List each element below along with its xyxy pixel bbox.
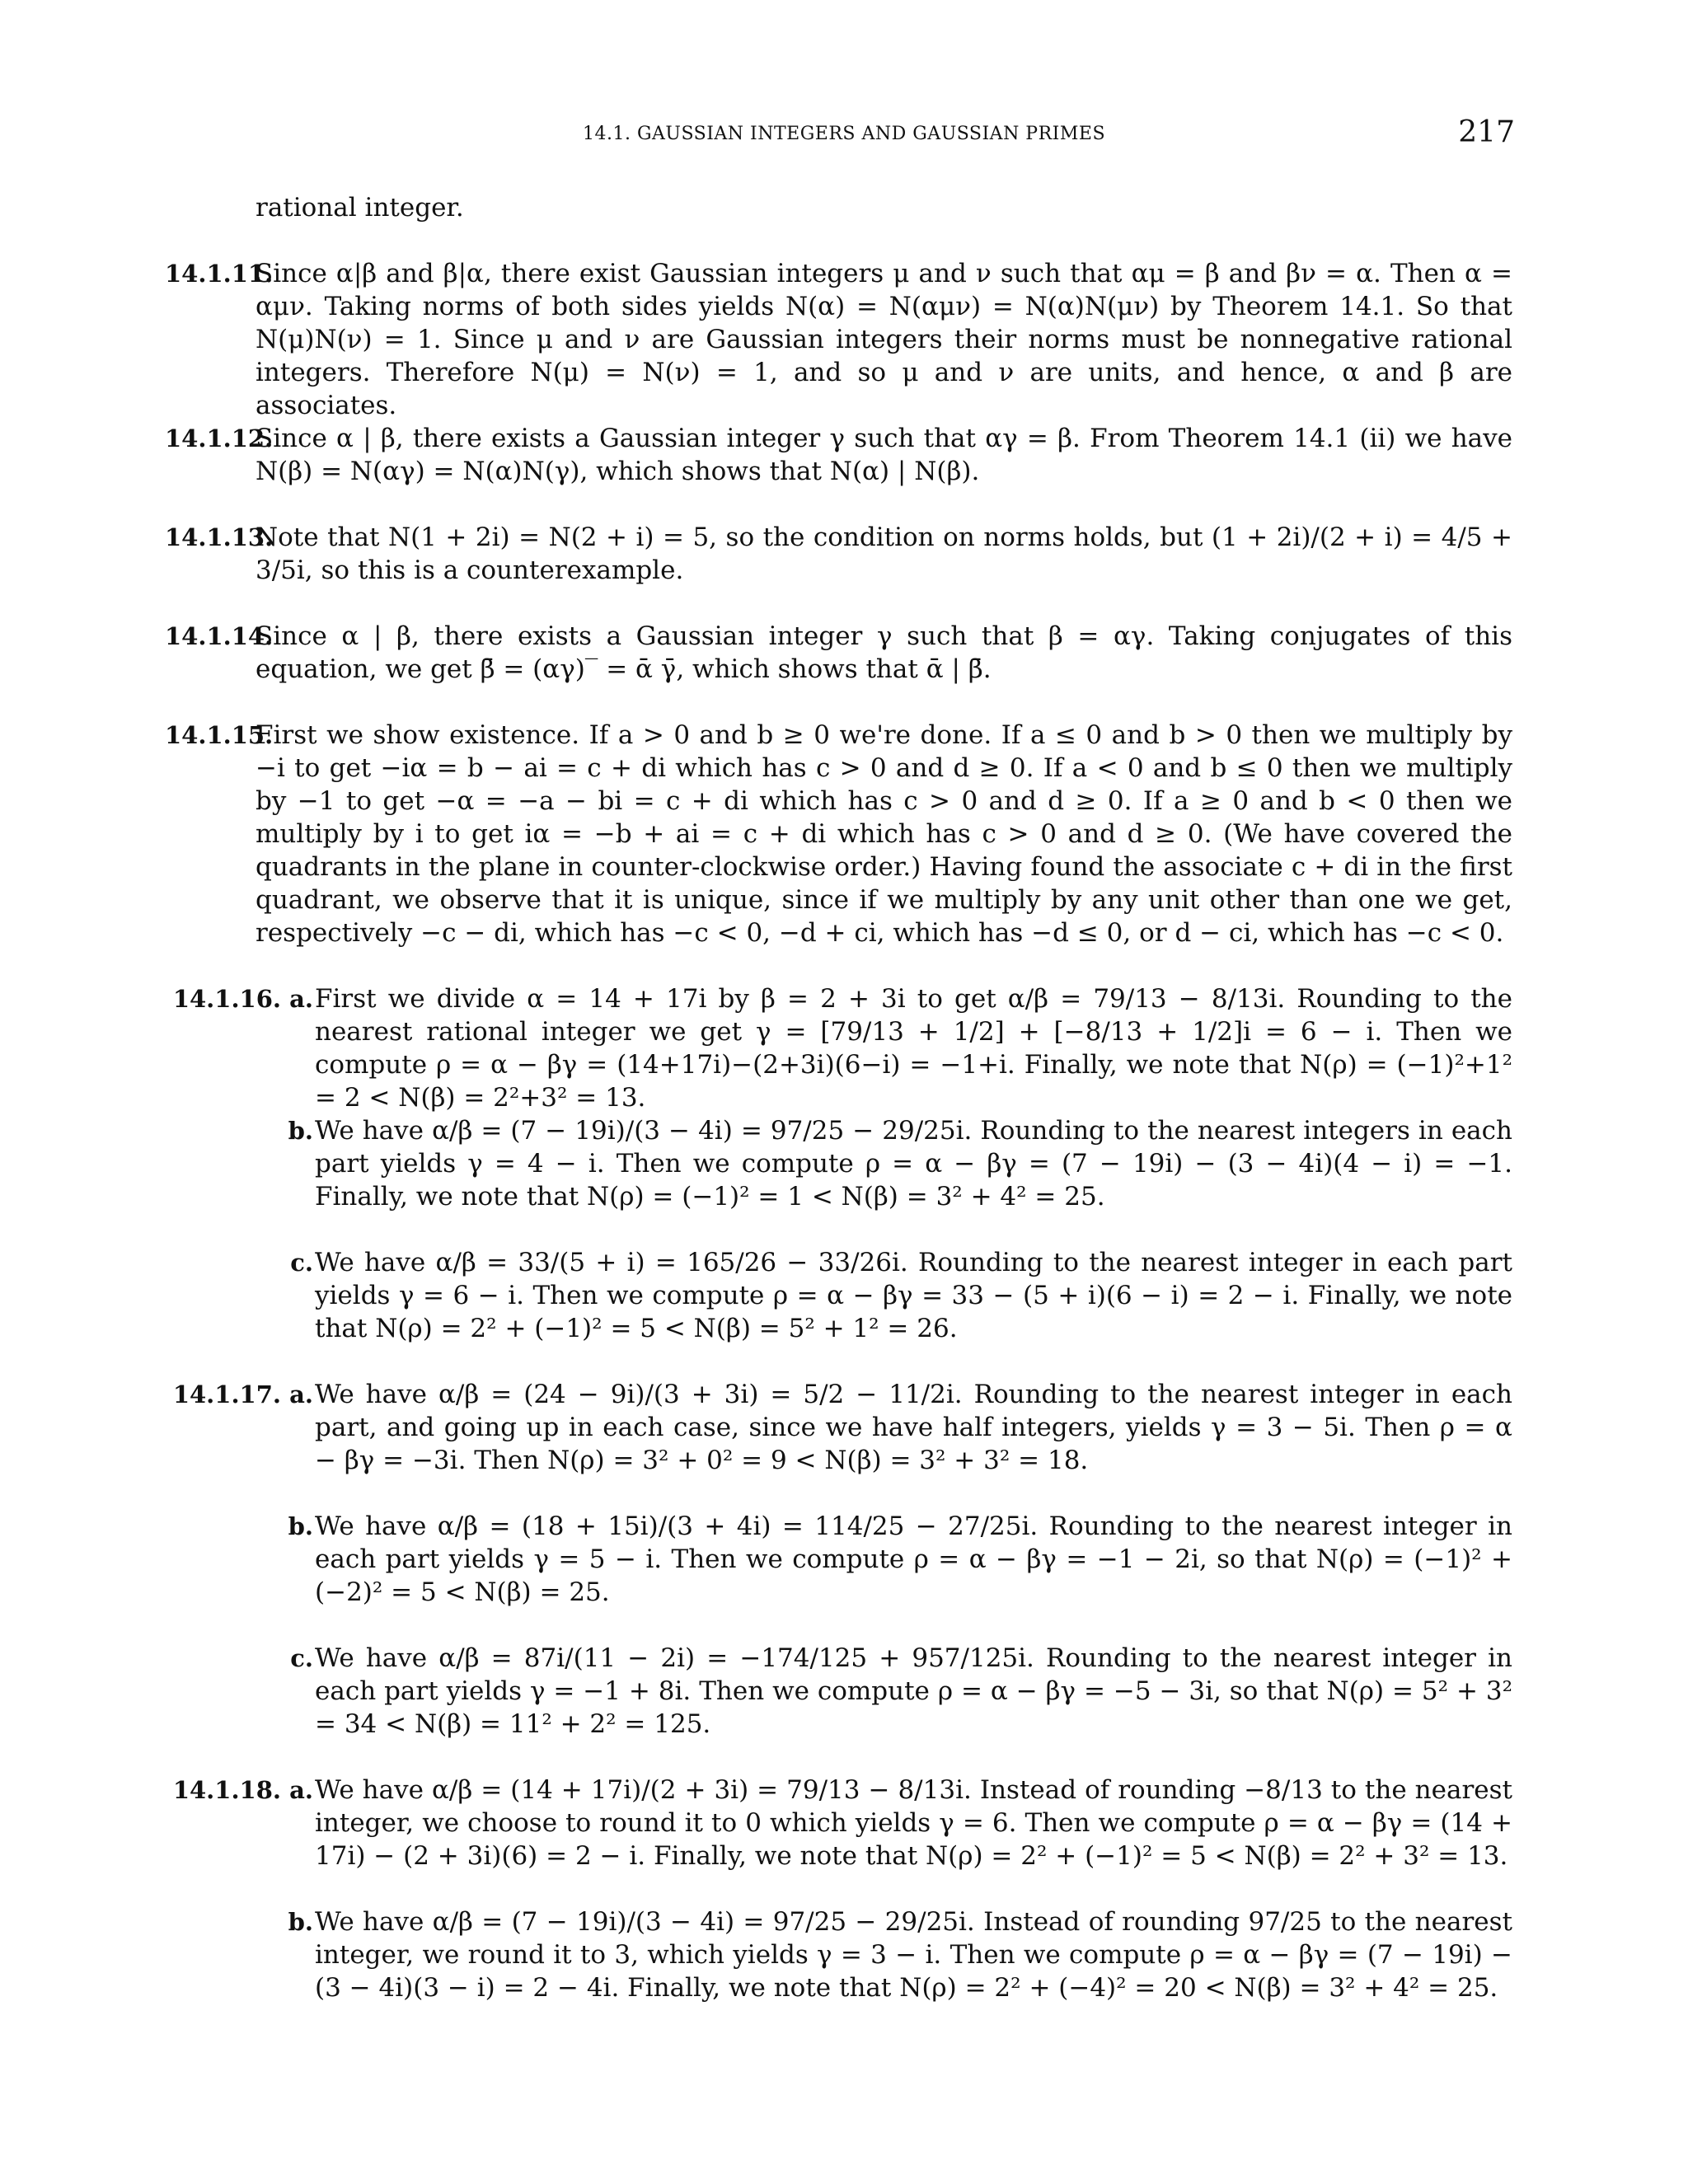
exercise-14-1-17-c <box>165 1642 1512 1741</box>
exercise-text: We have α/β = (18 + 15i)/(3 + 4i) = 114/25 − 27/25i. Rounding to the nearest integer in each part yields γ = 5 − i. Then we compute ρ = α − βγ = −1 − 2i, so that N(ρ) = (−1)² + (−2)² = 5 < N(β) = 25. <box>315 1511 1512 1607</box>
exercise-label: b. <box>288 1908 313 1936</box>
exercise-14-1-17-a <box>165 1378 1512 1477</box>
exercise-label: b. <box>288 1117 313 1145</box>
exercise-14-1-12 <box>165 422 1512 488</box>
exercise-label: c. <box>290 1249 313 1277</box>
exercise-14-1-13 <box>165 521 1512 587</box>
exercise-label: b. <box>288 1512 313 1540</box>
exercise-text: Since α | β, there exists a Gaussian integer γ such that αγ = β. From Theorem 14.1 (ii) we have N(β) = N(αγ) = N(α)N(γ), which shows that N(α) | N(β). <box>256 424 1512 486</box>
carryover-text: rational integer. <box>256 193 464 223</box>
exercise-text: We have α/β = (24 − 9i)/(3 + 3i) = 5/2 − 11/2i. Rounding to the nearest integer in each part, and going up in each case, since we have half integers, yields γ = 3 − 5i. Then ρ = α − βγ = −3i. Then N(ρ) = 3² + 0² = 9 < N(β) = 3² + 3² = 18. <box>315 1380 1512 1475</box>
exercise-14-1-16-c <box>165 1246 1512 1345</box>
exercise-14-1-17-b <box>165 1510 1512 1609</box>
exercise-number: 14.1.13. <box>165 523 274 551</box>
exercise-text: First we divide α = 14 + 17i by β = 2 + 3i to get α/β = 79/13 − 8/13i. Rounding to the nearest rational integer we get γ = [79/13 + 1/2] + [−8/13 + 1/2]i = 6 − i. Then we compute ρ = α − βγ = (14+17i)−(2+3i)(6−i) = −1+i. Finally, we note that N(ρ) = (−1)²+1² = 2 < N(β) = 2²+3² = 13. <box>315 984 1512 1113</box>
exercise-label: 14.1.18. a. <box>172 1776 313 1804</box>
exercise-number: 14.1.12. <box>165 424 274 452</box>
exercise-text: Since α | β, there exists a Gaussian integer γ such that β = αγ. Taking conjugates of this equation, we get β̄ = (αγ)‾ = ᾱ γ̄, which shows that ᾱ | β̄. <box>256 621 1512 684</box>
exercise-number: 14.1.11. <box>165 260 274 288</box>
exercise-text: We have α/β = 33/(5 + i) = 165/26 − 33/26i. Rounding to the nearest integer in each part yields γ = 6 − i. Then we compute ρ = α − βγ = 33 − (5 + i)(6 − i) = 2 − i. Finally, we note that N(ρ) = 2² + (−1)² = 5 < N(β) = 5² + 1² = 26. <box>315 1248 1512 1343</box>
exercise-text: Since α|β and β|α, there exist Gaussian integers μ and ν such that αμ = β and βν = α. Then α = αμν. Taking norms of both sides yields N(α) = N(αμν) = N(α)N(μν) by Theorem 14.1. So that N(μ)N(ν) = 1. Since μ and ν are Gaussian integers their norms must be nonnegative rational integers. Therefore N(μ) = N(ν) = 1, and so μ and ν are units, and hence, α and β are associates. <box>256 259 1512 420</box>
exercise-text: We have α/β = (14 + 17i)/(2 + 3i) = 79/13 − 8/13i. Instead of rounding −8/13 to the nearest integer, we choose to round it to 0 which yields γ = 6. Then we compute ρ = α − βγ = (14 + 17i) − (2 + 3i)(6) = 2 − i. Finally, we note that N(ρ) = 2² + (−1)² = 5 < N(β) = 2² + 3² = 13. <box>315 1775 1512 1871</box>
exercise-text: Note that N(1 + 2i) = N(2 + i) = 5, so the condition on norms holds, but (1 + 2i)/(2 + i) = 4/5 + 3/5i, so this is a counterexample. <box>256 523 1512 585</box>
exercise-14-1-14 <box>165 620 1512 686</box>
exercise-14-1-16-a <box>165 982 1512 1114</box>
exercise-14-1-18-b <box>165 1905 1512 2004</box>
exercise-number: 14.1.14. <box>165 622 274 650</box>
exercise-14-1-16-b <box>165 1114 1512 1213</box>
exercise-14-1-15 <box>165 719 1512 949</box>
exercise-text: We have α/β = 87i/(11 − 2i) = −174/125 + 957/125i. Rounding to the nearest integer in each part yields γ = −1 + 8i. Then we compute ρ = α − βγ = −5 − 3i, so that N(ρ) = 5² + 3² = 34 < N(β) = 11² + 2² = 125. <box>315 1643 1512 1739</box>
exercise-label: c. <box>290 1644 313 1672</box>
exercise-text: We have α/β = (7 − 19i)/(3 − 4i) = 97/25 − 29/25i. Rounding to the nearest integers in each part yields γ = 4 − i. Then we compute ρ = α − βγ = (7 − 19i) − (3 − 4i)(4 − i) = −1. Finally, we note that N(ρ) = (−1)² = 1 < N(β) = 3² + 4² = 25. <box>315 1116 1513 1212</box>
exercise-14-1-18-a <box>165 1774 1512 1872</box>
page-number: 217 <box>1458 115 1515 149</box>
running-head: 14.1. GAUSSIAN INTEGERS AND GAUSSIAN PRIMES <box>582 124 1106 144</box>
exercise-14-1-11 <box>165 257 1512 422</box>
exercise-label: 14.1.16. a. <box>172 985 313 1013</box>
exercise-number: 14.1.15. <box>165 721 274 749</box>
exercise-label: 14.1.17. a. <box>172 1380 313 1408</box>
exercise-text: First we show existence. If a > 0 and b ≥ 0 we're done. If a ≤ 0 and b > 0 then we multiply by −i to get −iα = b − ai = c + di which has c > 0 and d ≥ 0. If a < 0 and b ≤ 0 then we multiply by −1 to get −α = −a − bi = c + di which has c > 0 and d ≥ 0. If a ≥ 0 and b < 0 then we multiply by i to get iα = −b + ai = c + di which has c > 0 and d ≥ 0. (We have covered the quadrants in the plane in counter-clockwise order.) Having found the associate c + di in the first quadrant, we observe that it is unique, since if we multiply by any unit other than one we get, respectively −c − di, which has −c < 0, −d + ci, which has −d ≤ 0, or d − ci, which has −c < 0. <box>256 720 1512 948</box>
exercise-text: We have α/β = (7 − 19i)/(3 − 4i) = 97/25 − 29/25i. Instead of rounding 97/25 to the nearest integer, we round it to 3, which yields γ = 3 − i. Then we compute ρ = α − βγ = (7 − 19i) − (3 − 4i)(3 − i) = 2 − 4i. Finally, we note that N(ρ) = 2² + (−4)² = 20 < N(β) = 3² + 4² = 25. <box>315 1907 1512 2003</box>
